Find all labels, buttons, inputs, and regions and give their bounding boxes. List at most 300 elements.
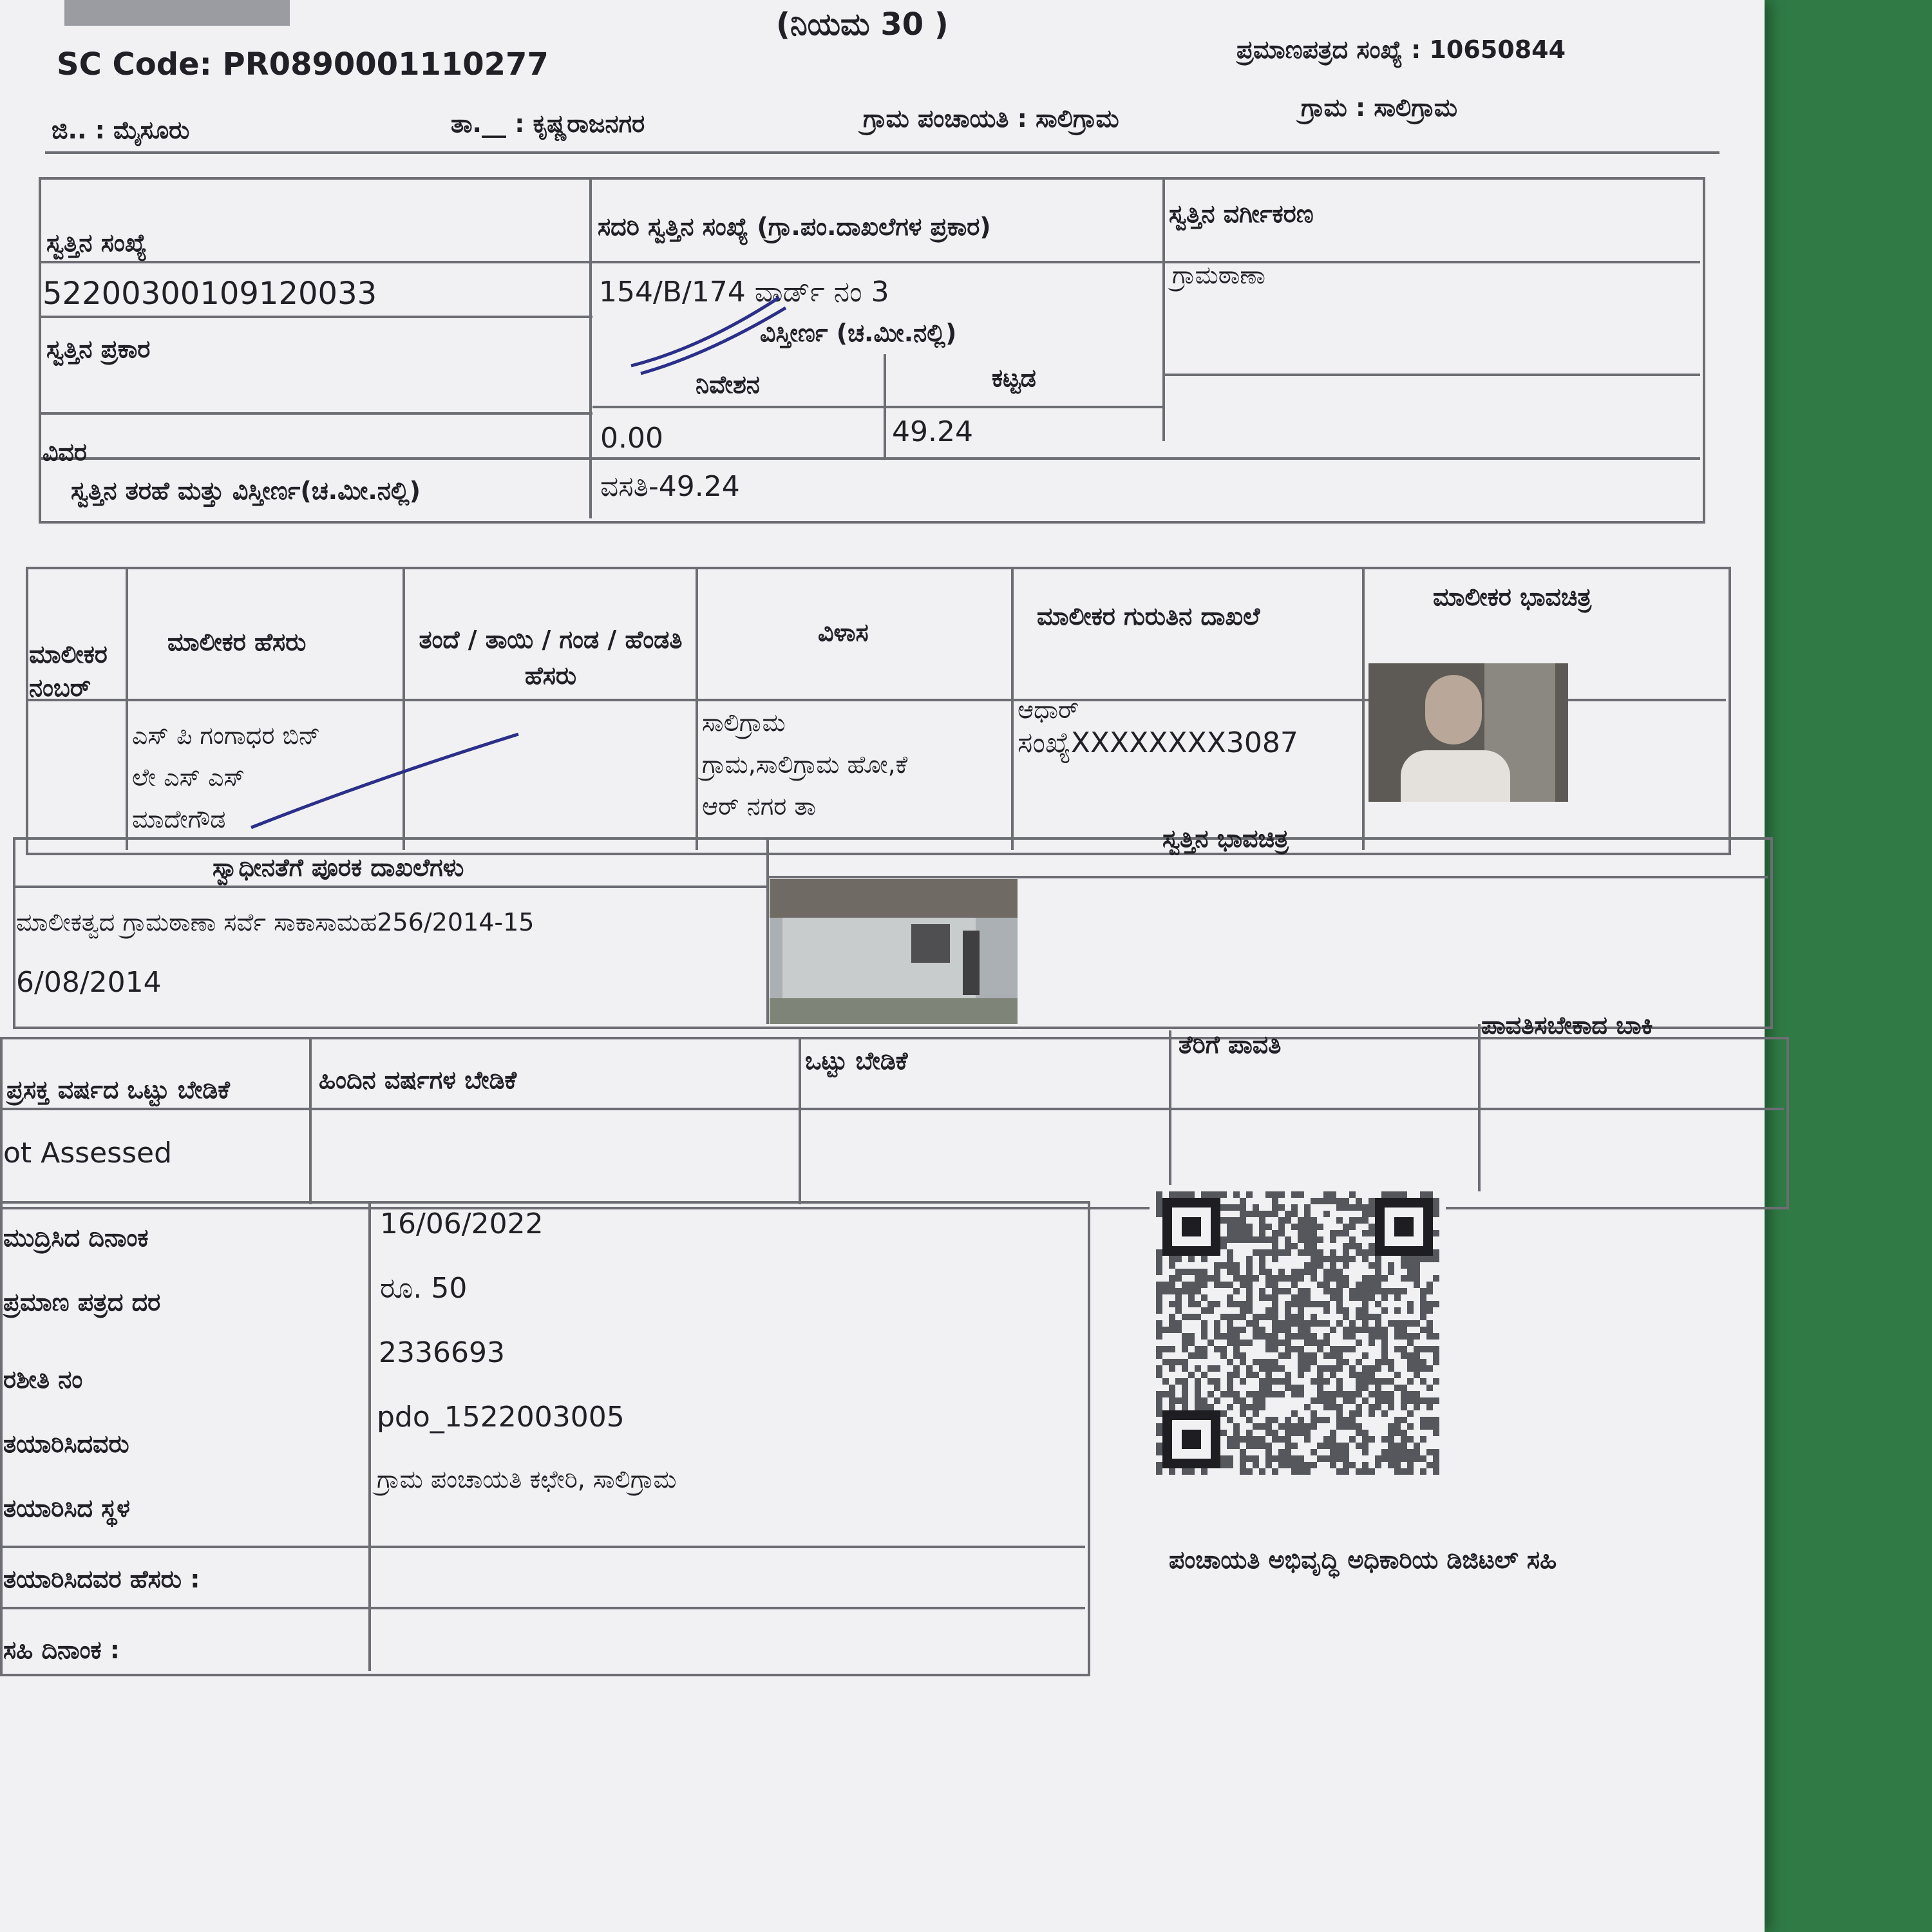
- qr-module: [1285, 1282, 1291, 1288]
- qr-module: [1343, 1372, 1349, 1378]
- owner-photo: [1368, 663, 1568, 802]
- qr-module: [1323, 1230, 1330, 1236]
- qr-module: [1362, 1269, 1368, 1275]
- qr-module: [1368, 1352, 1375, 1359]
- qr-module: [1246, 1346, 1253, 1352]
- prepared-by-label: ತಯಾರಿಸಿದವರು: [3, 1430, 129, 1458]
- qr-module: [1336, 1462, 1343, 1468]
- qr-module: [1220, 1423, 1227, 1430]
- header-divider: [45, 151, 1719, 154]
- qr-module: [1253, 1230, 1259, 1236]
- qr-module: [1368, 1417, 1375, 1423]
- qr-module: [1311, 1294, 1317, 1301]
- qr-module: [1246, 1352, 1253, 1359]
- qr-module: [1253, 1217, 1259, 1224]
- qr-module: [1188, 1378, 1195, 1385]
- qr-module: [1201, 1262, 1208, 1269]
- qr-module: [1265, 1217, 1272, 1224]
- qr-module: [1272, 1404, 1278, 1410]
- qr-module: [1330, 1333, 1336, 1340]
- qr-module: [1195, 1359, 1201, 1365]
- qr-module: [1240, 1256, 1246, 1262]
- qr-module: [1311, 1455, 1317, 1462]
- qr-module: [1336, 1249, 1343, 1256]
- qr-module: [1162, 1275, 1169, 1282]
- qr-module: [1156, 1455, 1162, 1462]
- qr-module: [1298, 1404, 1304, 1410]
- qr-module: [1298, 1449, 1304, 1455]
- qr-module: [1343, 1301, 1349, 1307]
- qr-module: [1220, 1417, 1227, 1423]
- qr-module: [1175, 1333, 1182, 1340]
- qr-module: [1233, 1455, 1240, 1462]
- qr-module: [1240, 1320, 1246, 1327]
- qr-module: [1343, 1352, 1349, 1359]
- site-label: ನಿವೇಶನ: [696, 370, 760, 399]
- qr-module: [1420, 1404, 1426, 1410]
- qr-module: [1201, 1359, 1208, 1365]
- qr-module: [1433, 1410, 1439, 1417]
- qr-module: [1323, 1217, 1330, 1224]
- qr-module: [1246, 1333, 1253, 1340]
- qr-module: [1414, 1385, 1420, 1391]
- qr-module: [1362, 1243, 1368, 1249]
- qr-module: [1317, 1204, 1323, 1211]
- owner-photo-header: ಮಾಲೀಕರ ಭಾವಚಿತ್ರ: [1433, 583, 1592, 611]
- qr-module: [1381, 1320, 1388, 1327]
- qr-module: [1265, 1436, 1272, 1443]
- qr-module: [1426, 1443, 1433, 1449]
- qr-module: [1388, 1346, 1394, 1352]
- qr-module: [1407, 1372, 1414, 1378]
- qr-module: [1214, 1314, 1220, 1320]
- qr-module: [1368, 1385, 1375, 1391]
- qr-module: [1240, 1372, 1246, 1378]
- qr-module: [1272, 1224, 1278, 1230]
- qr-module: [1356, 1365, 1362, 1372]
- qr-module: [1323, 1243, 1330, 1249]
- qr-module: [1253, 1262, 1259, 1269]
- qr-module: [1311, 1191, 1317, 1198]
- qr-module: [1175, 1352, 1182, 1359]
- qr-module: [1362, 1224, 1368, 1230]
- qr-module: [1291, 1256, 1298, 1262]
- printed-date-value: 16/06/2022: [380, 1208, 544, 1240]
- qr-module: [1227, 1430, 1233, 1436]
- prepared-by-value: pdo_1522003005: [377, 1401, 625, 1434]
- qr-module: [1162, 1294, 1169, 1301]
- qr-module: [1330, 1468, 1336, 1475]
- qr-module: [1311, 1468, 1317, 1475]
- qr-module: [1201, 1365, 1208, 1372]
- qr-module: [1356, 1436, 1362, 1443]
- qr-module: [1394, 1397, 1401, 1404]
- qr-module: [1175, 1391, 1182, 1397]
- qr-module: [1317, 1294, 1323, 1301]
- qr-module: [1394, 1262, 1401, 1269]
- qr-module: [1162, 1256, 1169, 1262]
- qr-module: [1381, 1468, 1388, 1475]
- qr-module: [1240, 1365, 1246, 1372]
- qr-module: [1201, 1391, 1208, 1397]
- qr-module: [1433, 1320, 1439, 1327]
- qr-module: [1265, 1288, 1272, 1294]
- qr-module: [1214, 1340, 1220, 1346]
- prepared-place-label: ತಯಾರಿಸಿದ ಸ್ಥಳ: [3, 1494, 130, 1522]
- qr-module: [1253, 1294, 1259, 1301]
- qr-module: [1362, 1346, 1368, 1352]
- qr-module: [1343, 1404, 1349, 1410]
- qr-module: [1182, 1327, 1188, 1333]
- qr-module: [1414, 1423, 1420, 1430]
- qr-module: [1323, 1262, 1330, 1269]
- qr-module: [1220, 1436, 1227, 1443]
- qr-module: [1401, 1365, 1407, 1372]
- qr-module: [1162, 1397, 1169, 1404]
- qr-module: [1278, 1243, 1285, 1249]
- qr-module: [1233, 1198, 1240, 1204]
- qr-module: [1227, 1191, 1233, 1198]
- qr-module: [1220, 1397, 1227, 1404]
- qr-module: [1349, 1455, 1356, 1462]
- qr-module: [1330, 1385, 1336, 1391]
- qr-module: [1253, 1340, 1259, 1346]
- qr-module: [1311, 1430, 1317, 1436]
- qr-module: [1426, 1359, 1433, 1365]
- qr-module: [1214, 1307, 1220, 1314]
- qr-module: [1368, 1449, 1375, 1455]
- qr-module: [1246, 1314, 1253, 1320]
- qr-module: [1227, 1307, 1233, 1314]
- qr-module: [1220, 1224, 1227, 1230]
- qr-module: [1317, 1462, 1323, 1468]
- qr-module: [1227, 1243, 1233, 1249]
- qr-module: [1349, 1230, 1356, 1236]
- qr-module: [1220, 1468, 1227, 1475]
- qr-module: [1317, 1275, 1323, 1282]
- qr-module: [1298, 1397, 1304, 1404]
- qr-module: [1285, 1391, 1291, 1397]
- qr-module: [1291, 1359, 1298, 1365]
- qr-module: [1156, 1243, 1162, 1249]
- property-id-label: ಸ್ವತ್ತಿನ ಸಂಖ್ಯೆ: [46, 229, 147, 257]
- qr-module: [1407, 1288, 1414, 1294]
- qr-module: [1259, 1191, 1265, 1198]
- qr-module: [1227, 1352, 1233, 1359]
- qr-module: [1240, 1333, 1246, 1340]
- qr-module: [1291, 1236, 1298, 1243]
- qr-module: [1394, 1378, 1401, 1385]
- qr-module: [1343, 1191, 1349, 1198]
- qr-module: [1253, 1288, 1259, 1294]
- owner-address-line-1: ಸಾಲಿಗ್ರಾಮ: [702, 708, 786, 737]
- qr-module: [1407, 1327, 1414, 1333]
- qr-module: [1208, 1288, 1214, 1294]
- qr-module: [1375, 1443, 1381, 1449]
- qr-module: [1220, 1230, 1227, 1236]
- qr-module: [1278, 1385, 1285, 1391]
- qr-module: [1278, 1236, 1285, 1243]
- qr-module: [1259, 1410, 1265, 1417]
- qr-module: [1407, 1443, 1414, 1449]
- printed-date-label: ಮುದ್ರಿಸಿದ ದಿನಾಂಕ: [3, 1224, 149, 1252]
- qr-module: [1188, 1275, 1195, 1282]
- qr-module: [1323, 1462, 1330, 1468]
- qr-module: [1362, 1391, 1368, 1397]
- qr-module: [1414, 1378, 1420, 1385]
- qr-module: [1330, 1359, 1336, 1365]
- qr-module: [1343, 1217, 1349, 1224]
- receipt-number-label: ರಶೀತಿ ನಂ: [3, 1365, 83, 1394]
- qr-module: [1240, 1294, 1246, 1301]
- qr-module: [1246, 1327, 1253, 1333]
- qr-module: [1298, 1443, 1304, 1449]
- qr-module: [1426, 1269, 1433, 1275]
- qr-module: [1162, 1340, 1169, 1346]
- qr-module: [1343, 1378, 1349, 1385]
- certificate-fee-label: ಪ್ರಮಾಣ ಪತ್ರದ ದರ: [3, 1288, 161, 1316]
- qr-module: [1291, 1288, 1298, 1294]
- qr-module: [1401, 1269, 1407, 1275]
- qr-module: [1414, 1288, 1420, 1294]
- qr-module: [1426, 1314, 1433, 1320]
- qr-module: [1195, 1320, 1201, 1327]
- qr-module: [1330, 1410, 1336, 1417]
- qr-module: [1401, 1314, 1407, 1320]
- qr-module: [1375, 1340, 1381, 1346]
- qr-module: [1233, 1211, 1240, 1217]
- qr-module: [1265, 1468, 1272, 1475]
- qr-module: [1381, 1301, 1388, 1307]
- qr-module: [1233, 1359, 1240, 1365]
- qr-module: [1291, 1404, 1298, 1410]
- qr-module: [1368, 1320, 1375, 1327]
- qr-module: [1317, 1243, 1323, 1249]
- tax-paid-header: ತೆರಿಗೆ ಪಾವತಿ: [1179, 1030, 1282, 1059]
- owner-number-header: ಮಾಲೀಕರ ನಂಬರ್: [29, 640, 108, 702]
- qr-module: [1201, 1385, 1208, 1391]
- building-area-value: 49.24: [892, 415, 973, 448]
- area-label: ವಿಸ್ತೀರ್ಣ (ಚ.ಮೀ.ನಲ್ಲಿ): [760, 319, 957, 347]
- qr-module: [1253, 1243, 1259, 1249]
- owner-address-line-3: ಆರ್ ನಗರ ತಾ: [702, 792, 816, 820]
- property-id-value: 52200300109120033: [43, 276, 377, 312]
- qr-module: [1323, 1430, 1330, 1436]
- qr-module: [1356, 1224, 1362, 1230]
- qr-module: [1388, 1333, 1394, 1340]
- qr-module: [1304, 1191, 1311, 1198]
- qr-module: [1298, 1204, 1304, 1211]
- qr-module: [1156, 1217, 1162, 1224]
- qr-module: [1220, 1198, 1227, 1204]
- qr-module: [1317, 1430, 1323, 1436]
- qr-module: [1368, 1397, 1375, 1404]
- qr-module: [1298, 1262, 1304, 1269]
- qr-module: [1317, 1436, 1323, 1443]
- qr-module: [1381, 1314, 1388, 1320]
- relation-header: ತಂದೆ / ತಾಯಿ / ಗಂಡ / ಹೆಂಡತಿ ಹೆಸರು: [419, 625, 683, 690]
- qr-module: [1343, 1365, 1349, 1372]
- qr-module: [1169, 1372, 1175, 1378]
- qr-module: [1227, 1468, 1233, 1475]
- qr-module: [1433, 1243, 1439, 1249]
- qr-module: [1259, 1449, 1265, 1455]
- qr-module: [1414, 1327, 1420, 1333]
- qr-module: [1433, 1365, 1439, 1372]
- qr-module: [1233, 1385, 1240, 1391]
- qr-module: [1195, 1307, 1201, 1314]
- qr-module: [1414, 1294, 1420, 1301]
- qr-module: [1291, 1307, 1298, 1314]
- qr-module: [1394, 1340, 1401, 1346]
- qr-module: [1259, 1430, 1265, 1436]
- qr-module: [1208, 1294, 1214, 1301]
- qr-module: [1188, 1404, 1195, 1410]
- qr-module: [1195, 1256, 1201, 1262]
- qr-module: [1317, 1191, 1323, 1198]
- qr-module: [1220, 1443, 1227, 1449]
- qr-module: [1420, 1320, 1426, 1327]
- qr-module: [1375, 1430, 1381, 1436]
- qr-module: [1208, 1468, 1214, 1475]
- qr-module: [1246, 1204, 1253, 1211]
- qr-module: [1246, 1243, 1253, 1249]
- qr-module: [1317, 1288, 1323, 1294]
- qr-module: [1336, 1236, 1343, 1243]
- qr-module: [1291, 1372, 1298, 1378]
- qr-module: [1188, 1385, 1195, 1391]
- supporting-doc-line-1: ಮಾಲೀಕತ್ವದ ಗ್ರಾಮಠಾಣಾ ಸರ್ವೆ ಸಾಕಾಸಾಮಹ256/2014-15: [16, 908, 535, 936]
- qr-module: [1272, 1352, 1278, 1359]
- qr-module: [1291, 1198, 1298, 1204]
- qr-module: [1285, 1256, 1291, 1262]
- qr-module: [1278, 1430, 1285, 1436]
- qr-module: [1291, 1249, 1298, 1256]
- qr-module: [1220, 1249, 1227, 1256]
- owner-id-line-1: ಆಧಾರ್: [1018, 696, 1079, 724]
- qr-module: [1381, 1256, 1388, 1262]
- qr-module: [1291, 1397, 1298, 1404]
- qr-module: [1208, 1372, 1214, 1378]
- qr-module: [1433, 1262, 1439, 1269]
- qr-module: [1426, 1372, 1433, 1378]
- qr-module: [1285, 1224, 1291, 1230]
- qr-module: [1362, 1236, 1368, 1243]
- qr-module: [1162, 1468, 1169, 1475]
- qr-module: [1407, 1417, 1414, 1423]
- qr-module: [1407, 1282, 1414, 1288]
- prepared-place-value: ಗ್ರಾಮ ಪಂಚಾಯತಿ ಕಛೇರಿ, ಸಾಲಿಗ್ರಾಮ: [377, 1465, 677, 1493]
- qr-module: [1323, 1449, 1330, 1455]
- qr-module: [1330, 1217, 1336, 1224]
- qr-module: [1298, 1243, 1304, 1249]
- qr-module: [1317, 1468, 1323, 1475]
- qr-module: [1175, 1314, 1182, 1320]
- qr-module: [1336, 1224, 1343, 1230]
- qr-module: [1182, 1352, 1188, 1359]
- qr-module: [1433, 1307, 1439, 1314]
- village: ಗ್ರಾಮ : ಸಾಲಿಗ್ರಾಮ: [1301, 93, 1458, 122]
- qr-module: [1311, 1391, 1317, 1397]
- qr-module: [1298, 1198, 1304, 1204]
- qr-module: [1362, 1404, 1368, 1410]
- qr-module: [1356, 1449, 1362, 1455]
- qr-module: [1433, 1443, 1439, 1449]
- qr-module: [1265, 1301, 1272, 1307]
- qr-module: [1330, 1320, 1336, 1327]
- qr-module: [1285, 1191, 1291, 1198]
- qr-module: [1246, 1449, 1253, 1455]
- qr-module: [1433, 1340, 1439, 1346]
- qr-module: [1278, 1198, 1285, 1204]
- qr-module: [1323, 1236, 1330, 1243]
- qr-module: [1304, 1275, 1311, 1282]
- qr-module: [1336, 1436, 1343, 1443]
- qr-module: [1259, 1307, 1265, 1314]
- qr-module: [1368, 1269, 1375, 1275]
- qr-module: [1227, 1410, 1233, 1417]
- qr-module: [1407, 1314, 1414, 1320]
- qr-module: [1188, 1262, 1195, 1269]
- qr-module: [1253, 1346, 1259, 1352]
- qr-module: [1233, 1320, 1240, 1327]
- certificate-fee-value: ರೂ. 50: [380, 1272, 468, 1305]
- qr-module: [1388, 1372, 1394, 1378]
- qr-module: [1227, 1365, 1233, 1372]
- qr-module: [1311, 1204, 1317, 1211]
- qr-module: [1433, 1236, 1439, 1243]
- qr-module: [1336, 1211, 1343, 1217]
- qr-module: [1208, 1346, 1214, 1352]
- address-header: ವಿಳಾಸ: [818, 618, 869, 647]
- qr-module: [1394, 1282, 1401, 1288]
- district: ಜಿ.. : ಮೈಸೂರು: [52, 116, 190, 144]
- qr-module: [1240, 1346, 1246, 1352]
- qr-module: [1349, 1282, 1356, 1288]
- qr-module: [1156, 1275, 1162, 1282]
- qr-module: [1433, 1294, 1439, 1301]
- qr-module: [1343, 1288, 1349, 1294]
- qr-module: [1362, 1340, 1368, 1346]
- qr-module: [1291, 1262, 1298, 1269]
- qr-module: [1214, 1256, 1220, 1262]
- qr-module: [1240, 1391, 1246, 1397]
- qr-module: [1362, 1359, 1368, 1365]
- classification-label: ಸ್ವತ್ತಿನ ವರ್ಗೀಕರಣ: [1169, 200, 1314, 228]
- owner-name-line-1: ಎಸ್ ಪಿ ಗಂಗಾಧರ ಬಿನ್: [132, 721, 321, 750]
- qr-module: [1259, 1198, 1265, 1204]
- qr-module: [1259, 1275, 1265, 1282]
- qr-module: [1336, 1243, 1343, 1249]
- qr-module: [1169, 1340, 1175, 1346]
- qr-module: [1156, 1224, 1162, 1230]
- qr-module: [1394, 1359, 1401, 1365]
- qr-module: [1356, 1236, 1362, 1243]
- qr-module: [1420, 1275, 1426, 1282]
- qr-module: [1304, 1198, 1311, 1204]
- qr-module: [1388, 1417, 1394, 1423]
- qr-module: [1394, 1365, 1401, 1372]
- qr-module: [1356, 1262, 1362, 1269]
- qr-module: [1233, 1307, 1240, 1314]
- qr-module: [1375, 1372, 1381, 1378]
- qr-module: [1317, 1333, 1323, 1340]
- qr-module: [1240, 1443, 1246, 1449]
- qr-module: [1265, 1410, 1272, 1417]
- qr-module: [1407, 1430, 1414, 1436]
- qr-module: [1368, 1423, 1375, 1430]
- qr-module: [1356, 1397, 1362, 1404]
